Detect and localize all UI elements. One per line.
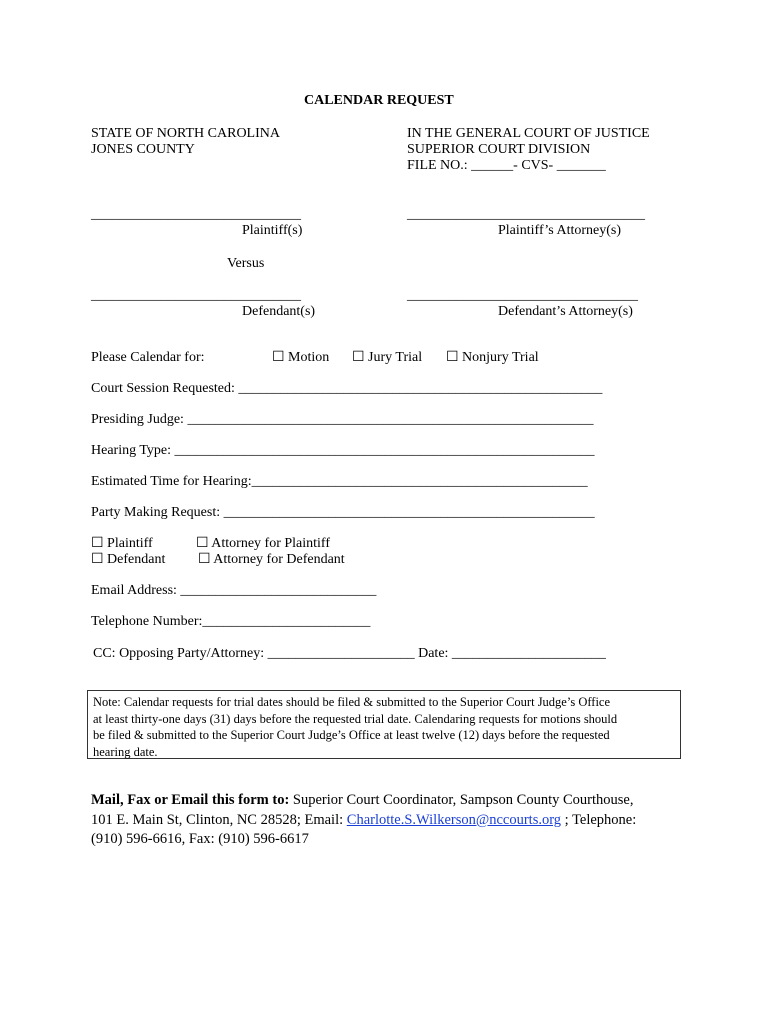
mail-instructions: [91, 791, 636, 850]
motion-checkbox[interactable]: ☐ Motion: [272, 350, 330, 365]
party-making-request-field[interactable]: Party Making Request: _____________________________________________________: [91, 505, 595, 520]
email-field[interactable]: Email Address: ____________________________: [91, 583, 377, 598]
court-session-field[interactable]: Court Session Requested: ____________________________________________________: [91, 381, 603, 396]
versus-label: Versus: [227, 256, 265, 271]
plaintiff-field[interactable]: ______________________________: [91, 207, 301, 222]
county-label: JONES COUNTY: [91, 142, 195, 157]
telephone-field[interactable]: Telephone Number:________________________: [91, 614, 371, 629]
defendant-field[interactable]: ______________________________: [91, 288, 301, 303]
defendant-attorney-field[interactable]: _________________________________: [407, 288, 638, 303]
plaintiff-attorney-field[interactable]: __________________________________: [407, 207, 645, 222]
estimated-time-field[interactable]: Estimated Time for Hearing:________________________________________________: [91, 474, 588, 489]
note-line: Note: Calendar requests for trial dates should be filed & submitted to the Superior Court Judge’s Office: [93, 695, 611, 709]
note-line: be filed & submitted to the Superior Court Judge’s Office at least twelve (12) days before the requested: [93, 728, 610, 742]
attorney-plaintiff-checkbox[interactable]: ☐ Attorney for Plaintiff: [196, 536, 330, 551]
file-number-field[interactable]: FILE NO.: ______- CVS- _______: [407, 158, 606, 173]
nonjury-trial-checkbox[interactable]: ☐ Nonjury Trial: [446, 350, 539, 365]
plaintiff-label: Plaintiff(s): [242, 223, 303, 238]
note-box: [87, 690, 681, 759]
mail-line1: Superior Court Coordinator, Sampson County Courthouse,: [289, 792, 634, 808]
page-title: CALENDAR REQUEST: [304, 93, 454, 108]
court-label: IN THE GENERAL COURT OF JUSTICE: [407, 126, 650, 141]
note-line: at least thirty-one days (31) days before the requested trial date. Calendaring requests for motions should: [93, 711, 618, 726]
cc-date-field[interactable]: CC: Opposing Party/Attorney: _____________________ Date: ______________________: [93, 646, 606, 661]
calendar-for-label: Please Calendar for:: [91, 350, 205, 365]
division-label: SUPERIOR COURT DIVISION: [407, 142, 591, 157]
email-link[interactable]: Charlotte.S.Wilkerson@nccourts.org: [346, 811, 562, 828]
state-label: STATE OF NORTH CAROLINA: [91, 126, 280, 141]
plaintiff-attorney-label: Plaintiff’s Attorney(s): [498, 223, 622, 238]
defendant-checkbox[interactable]: ☐ Defendant: [91, 552, 166, 567]
attorney-defendant-checkbox[interactable]: ☐ Attorney for Defendant: [198, 552, 345, 567]
plaintiff-checkbox[interactable]: ☐ Plaintiff: [91, 536, 153, 551]
note-line: hearing date.: [93, 744, 158, 759]
mail-telephone-label: ; Telephone:: [561, 811, 637, 828]
mail-phone-fax: (910) 596-6616, Fax: (910) 596-6617: [91, 831, 309, 847]
hearing-type-field[interactable]: Hearing Type: ____________________________________________________________: [91, 443, 595, 458]
defendant-label: Defendant(s): [242, 304, 316, 319]
jury-trial-checkbox[interactable]: ☐ Jury Trial: [352, 350, 423, 365]
presiding-judge-field[interactable]: Presiding Judge: __________________________________________________________: [91, 412, 594, 427]
mail-lead: Mail, Fax or Email this form to:: [91, 792, 290, 808]
defendant-attorney-label: Defendant’s Attorney(s): [498, 304, 633, 319]
mail-address: 101 E. Main St, Clinton, NC 28528; Email:: [91, 811, 347, 828]
